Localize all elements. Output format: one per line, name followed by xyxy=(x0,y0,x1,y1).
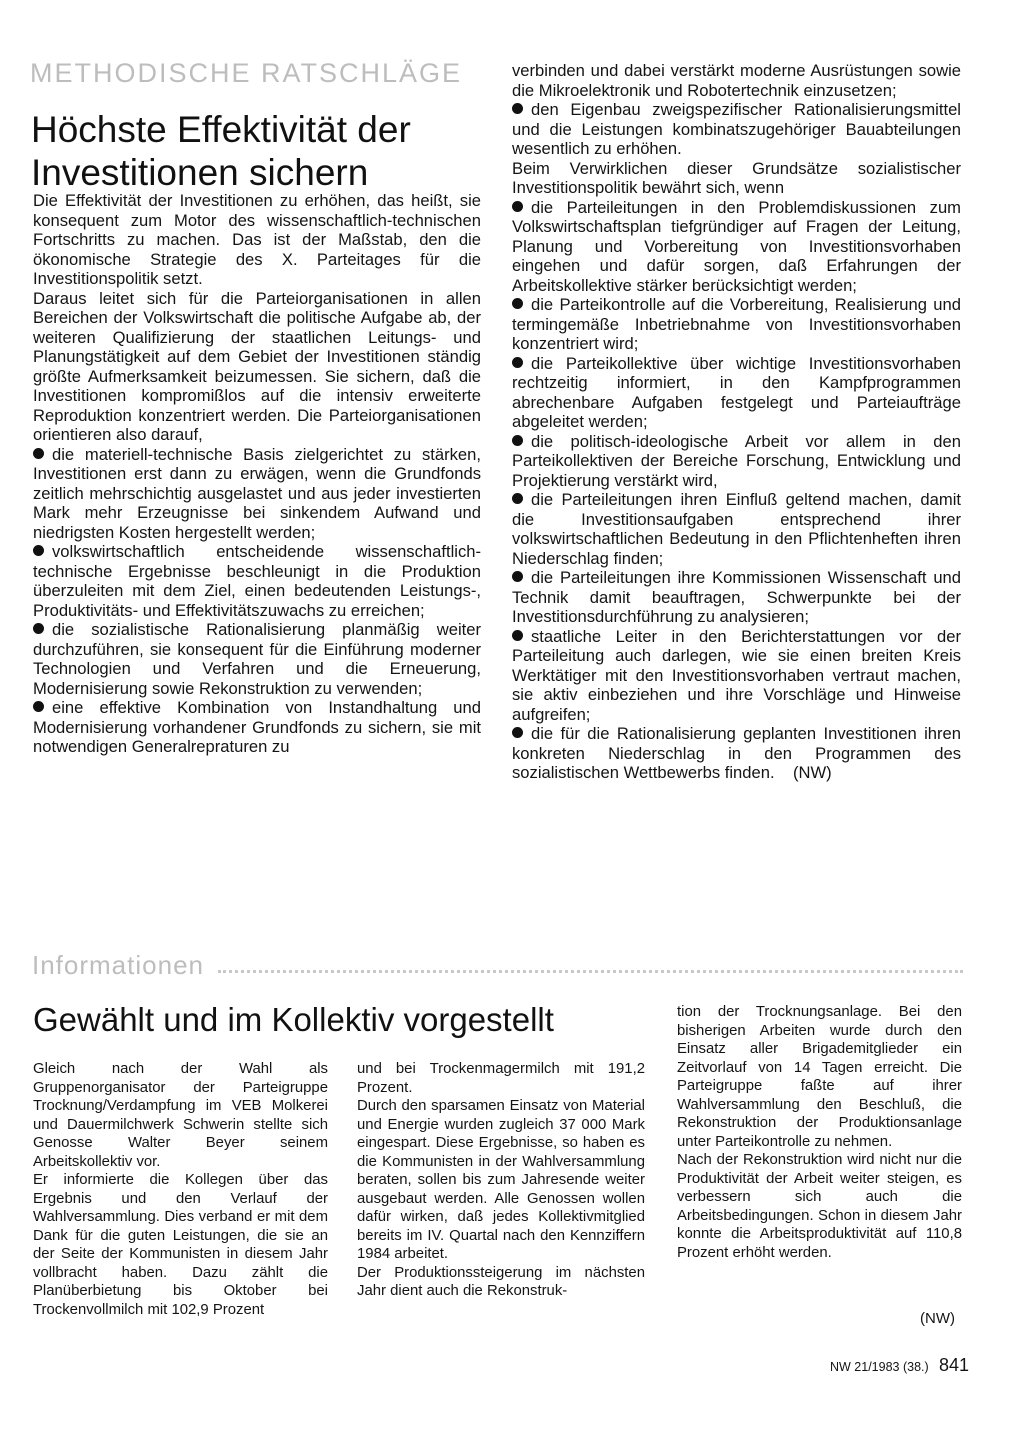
article2-column-2 xyxy=(357,1060,645,1301)
paragraph: Beim Verwirklichen dieser Grundsätze sozialistischer Investitionspolitik bewährt sich, wenn xyxy=(512,158,961,197)
bullet-dot-icon xyxy=(512,201,523,212)
bullet-item xyxy=(512,295,961,354)
page-number: 841 xyxy=(939,1355,970,1375)
bullet-text: den Eigenbau zweigspezifischer Rationalisierungsmittel und die Leistungen kombinatszugehöriger Bauabteilungen wesentlich zu erhöhen. xyxy=(512,100,961,158)
article2-column-3 xyxy=(677,1003,962,1262)
paragraph: Gleich nach der Wahl als Gruppenorganisator der Parteigruppe Trocknung/Verdampfung im VEB Molkerei und Dauermilchwerk Schwerin stellte sich Genosse Walter Beyer seinem Arbeitskollektiv vor. xyxy=(33,1061,328,1170)
paragraph: verbinden und dabei verstärkt moderne Ausrüstungen sowie die Mikroelektronik und Robotertechnik einzusetzen; xyxy=(512,61,961,100)
paragraph: und bei Trockenmagermilch mit 191,2 Prozent. xyxy=(357,1061,645,1096)
bullet-item xyxy=(512,490,961,568)
article-headline-gewaehlt: Gewählt und im Kollektiv vorgestellt xyxy=(33,1001,554,1038)
bullet-text: die Parteikollektive über wichtige Investitionsvorhaben rechtzeitig informiert, in den Kampfprogrammen abrechenbare Aufgaben festgelegt und Parteiaufträge abgeleitet werden; xyxy=(512,353,961,431)
dotted-divider xyxy=(218,970,963,973)
article2-signature: (NW) xyxy=(920,1310,955,1327)
bullet-item xyxy=(512,354,961,432)
bullet-dot-icon xyxy=(33,448,44,459)
paragraph: Er informierte die Kollegen über das Ergebnis und den Verlauf der Wahlversammlung. Dies verband er mit dem Dank für die guten Leistungen, die sie an der Seite der Kommunisten in diesem Jahr vollbracht haben. Dazu zählt die Planüberbietung bis Oktober bei Trockenvollmilch mit 102,9 Prozent xyxy=(33,1172,328,1318)
bullet-dot-icon xyxy=(512,103,523,114)
bullet-text: eine effektive Kombination von Instandhaltung und Modernisierung vorhandener Grundfonds zu sichern, sie mit notwendigen Generalrepraturen zu xyxy=(33,698,481,756)
paragraph: Daraus leitet sich für die Parteiorganisationen in allen Bereichen der Volkswirtschaft die politische Aufgabe ab, der weiteren Qualifizierung der staatlichen Leitungs- und Planungstätigkeit auf dem Gebiet der Investitionen ständig größte Aufmerksamkeit beizumessen. Sie sichern, daß die Investitionen kompromißlos auf die intensiv erweiterte Reproduktion konzentriert werden. Die Parteiorganisationen orientieren also darauf, xyxy=(33,288,481,444)
bullet-text: die Parteileitungen ihren Einfluß geltend machen, damit die Investitionsaufgaben entsprechend ihrer volkswirtschaftlichen Bedeutung in den Pflichtenheften ihren Niederschlag finden; xyxy=(512,490,961,568)
bullet-dot-icon xyxy=(33,701,44,712)
article1-signature: (NW) xyxy=(793,763,832,782)
bullet-item xyxy=(512,568,961,627)
bullet-text: die Parteileitungen in den Problemdiskussionen zum Volkswirtschaftsplan tiefgründiger auf Fragen der Leitung, Planung und Vorbereitung von Investitionsvorhaben eingehen und dafür sorgen, daß Erfahrungen der Arbeitskollektive stärker berücksichtigt werden; xyxy=(512,197,961,295)
bullet-item xyxy=(33,542,481,620)
bullet-item xyxy=(512,724,961,783)
paragraph: tion der Trocknungsanlage. Bei den bisherigen Arbeiten wurde durch den Einsatz aller Brigademitglieder ein Zeitvorlauf von 14 Tagen erreicht. Die Parteigruppe faßte auf ihrer Wahlversammlung den Beschluß, die Rekonstruktion der Produktionsanlage unter Parteikontrolle zu nehmen. xyxy=(677,1004,962,1150)
bullet-item xyxy=(512,198,961,296)
section-kicker-methodische-ratschlaege: METHODISCHE RATSCHLÄGE xyxy=(30,58,463,88)
bullet-text: staatliche Leiter in den Berichterstattungen vor der Parteileitung auch darlegen, wie sie einen breiten Kreis Werktätiger mit den Investitionsvorhaben vertraut machen, sie aktiv einbeziehen und ihre Vorschläge und Hinweise aufgreifen; xyxy=(512,626,961,724)
bullet-text: die Parteileitungen ihre Kommissionen Wissenschaft und Technik damit beauftragen, Schwerpunkte bei der Investitionsdurchführung zu analysieren; xyxy=(512,568,961,626)
bullet-dot-icon xyxy=(33,545,44,556)
bullet-dot-icon xyxy=(512,435,523,446)
bullet-text: die Parteikontrolle auf die Vorbereitung, Realisierung und termingemäße Inbetriebnahme von Investitionsvorhaben konzentriert wird; xyxy=(512,295,961,353)
paragraph: Nach der Rekonstruktion wird nicht nur die Produktivität der Arbeit weiter steigen, es verbessern sich auch die Arbeitsbedingungen. Schon in diesem Jahr konnte die Arbeitsproduktivität auf 110,8 Prozent erhöht werden. xyxy=(677,1152,962,1261)
bullet-text: die sozialistische Rationalisierung planmäßig weiter durchzuführen, sie konsequent für die Einführung moderner Technologien und Verfahren und die Erneuerung, Modernisierung sowie Rekonstruktion zu verwenden; xyxy=(33,620,481,698)
bullet-dot-icon xyxy=(512,630,523,641)
bullet-item xyxy=(512,432,961,491)
issue-reference: NW 21/1983 (38.) xyxy=(830,1360,929,1374)
article2-column-1 xyxy=(33,1060,328,1319)
bullet-text: die materiell-technische Basis zielgerichtet zu stärken, Investitionen erst dann zu erwägen, wenn die Grundfonds zeitlich mehrschichtig ausgelastet und aus jeder investierten Mark mehr Erzeugnisse bei sinkendem Aufwand und niedrigsten Kosten hergestellt werden; xyxy=(33,444,481,542)
bullet-item xyxy=(512,100,961,159)
bullet-dot-icon xyxy=(512,493,523,504)
article1-column-left xyxy=(33,191,481,757)
bullet-dot-icon xyxy=(512,298,523,309)
article1-column-right xyxy=(512,61,961,783)
bullet-dot-icon xyxy=(33,623,44,634)
bullet-dot-icon xyxy=(512,357,523,368)
bullet-item xyxy=(33,445,481,543)
bullet-dot-icon xyxy=(512,571,523,582)
bullet-text: volkswirtschaftlich entscheidende wissenschaftlich-technische Ergebnisse beschleunigt in die Produktion überzuleiten mit dem Ziel, einen bedeutenden Leistungs-, Produktivitäts- und Effektivitätszuwachs zu erreichen; xyxy=(33,542,481,620)
article-headline-investitionen: Höchste Effektivität der Investitionen sichern xyxy=(31,109,411,193)
bullet-text: die politisch-ideologische Arbeit vor allem in den Parteikollektiven der Bereiche Forschung, Entwicklung und Projektierung verstärkt wird, xyxy=(512,431,961,490)
bullet-item xyxy=(33,620,481,698)
section-kicker-informationen: Informationen xyxy=(32,950,204,980)
bullet-dot-icon xyxy=(512,727,523,738)
bullet-item xyxy=(33,698,481,757)
paragraph: Der Produktionssteigerung im nächsten Jahr dient auch die Rekonstruk- xyxy=(357,1264,645,1299)
bullet-item xyxy=(512,627,961,725)
paragraph: Durch den sparsamen Einsatz von Material und Energie wurden zugleich 37 000 Mark eingespart. Diese Ergebnisse, so haben es die Kommunisten in der Wahlversammlung beraten, sollen bis zum Jahresende weiter ausgebaut werden. Alle Genossen wollen dafür wirken, daß jedes Kollektivmitglied bereits im IV. Quartal nach den Kennziffern 1984 arbeitet. xyxy=(357,1098,645,1262)
paragraph: Die Effektivität der Investitionen zu erhöhen, das heißt, sie konsequent zum Motor des wissenschaftlich-technischen Fortschritts zu machen. Das ist der Maßstab, den die ökonomische Strategie des X. Parteitages für die Investitionspolitik setzt. xyxy=(33,191,481,288)
bullet-text: die für die Rationalisierung geplanten Investitionen ihren konkreten Niederschlag in den Programmen des sozialistischen Wettbewerbs finden. xyxy=(512,724,961,782)
